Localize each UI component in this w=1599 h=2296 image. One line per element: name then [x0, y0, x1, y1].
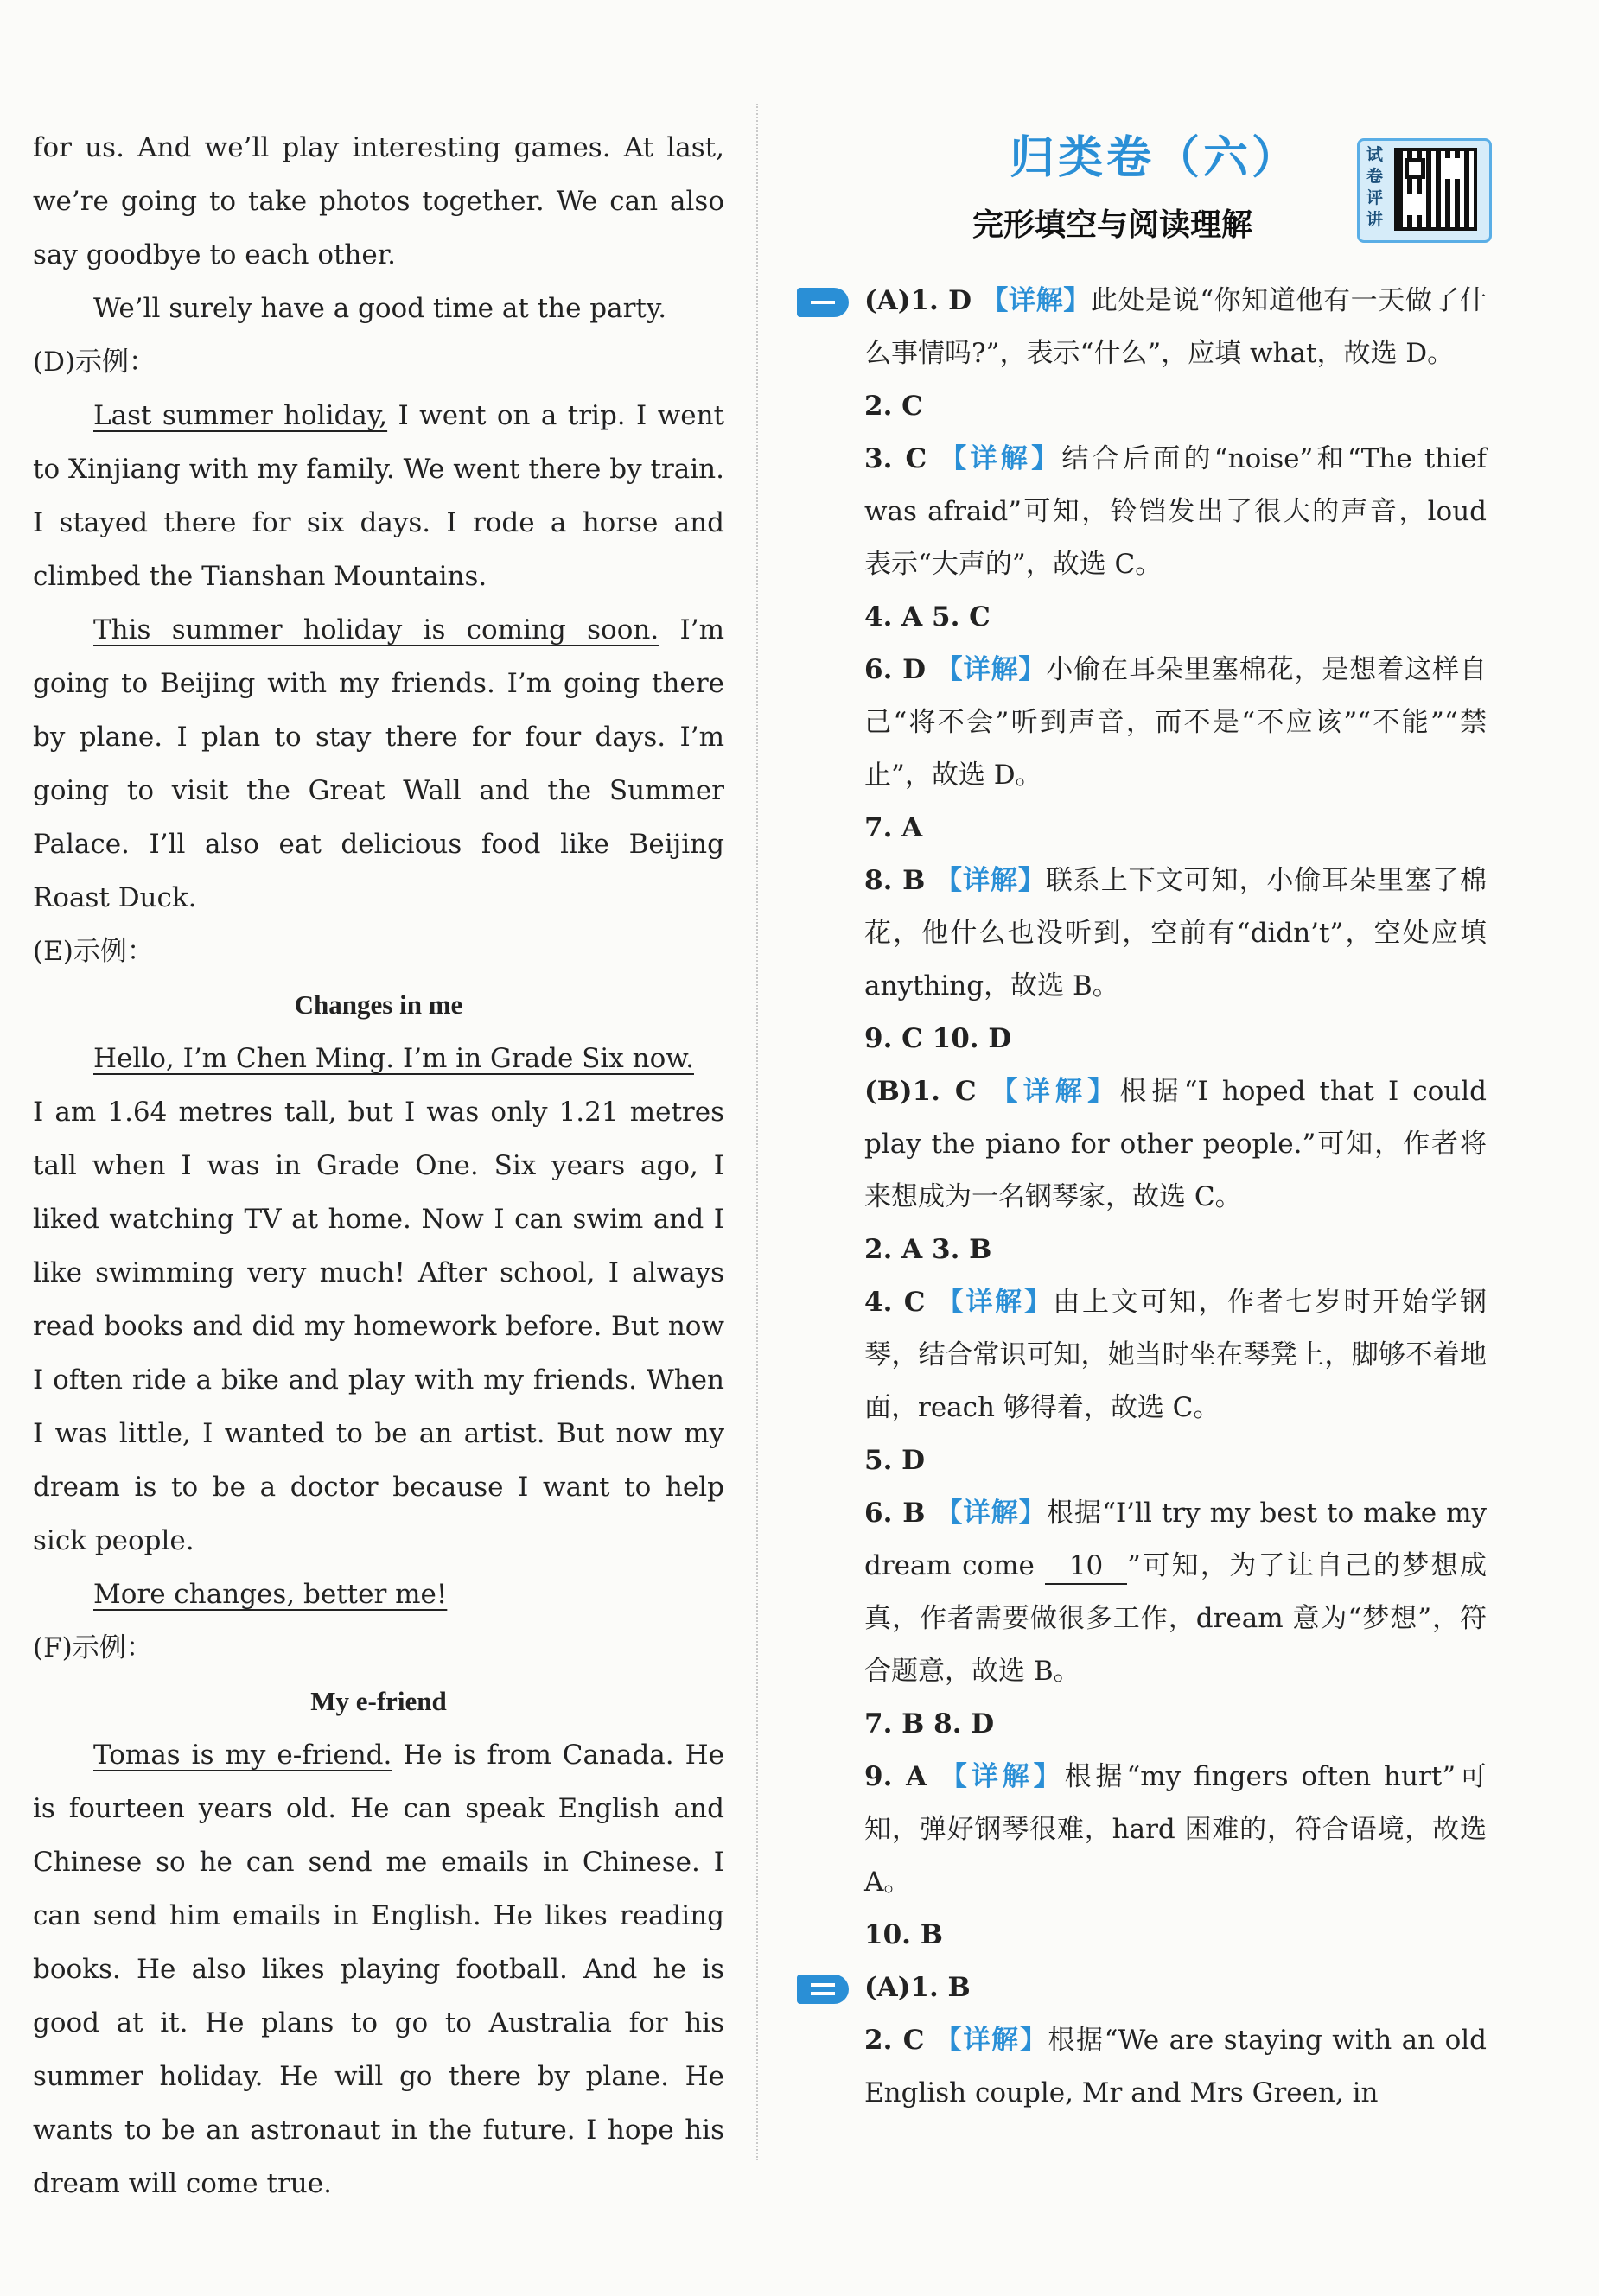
page-subtitle: 完形填空与阅读理解 — [972, 207, 1253, 243]
underlined-sentence: This summer holiday is coming soon. — [93, 614, 659, 646]
answer-explanation: 根据“my fingers often hurt”可知，弹好钢琴很难，hard 困难的，符合语境，故选 A。 — [864, 1761, 1487, 1898]
section-two-badge-icon — [797, 1975, 849, 2004]
text-paragraph — [33, 1728, 724, 2210]
answer-number: (A)1. D — [864, 285, 982, 316]
answer-number: (A)1. B — [864, 1972, 971, 2003]
answer-item: 5. D — [864, 1445, 926, 1476]
underlined-sentence: More changes, better me! — [93, 1579, 448, 1610]
qr-code-panel[interactable] — [1357, 138, 1492, 243]
text-paragraph — [33, 603, 724, 925]
sentence-text: He is from Canada. He is fourteen years old. He can speak English and Chinese so he can send me emails in Chinese. I can send him emails in English. He likes reading books. He also likes playing football. And he is good at it. He plans to go to Australia for his summer holiday. He will go there by plane. He wants to be an astronaut in the future. I hope his dream will come true. — [33, 1739, 724, 2199]
answer-item — [864, 644, 1487, 802]
detail-tag: 【详解】 — [981, 285, 1091, 316]
detail-tag: 【详解】 — [940, 1761, 1065, 1792]
essay-title: My e-friend — [310, 1686, 447, 1716]
text-paragraph: for us. And we’ll play interesting games. At last, we’re going to take photos together. We can also say goodbye to each other. — [33, 132, 724, 270]
detail-tag: 【详解】 — [935, 865, 1046, 896]
section-header — [908, 121, 1530, 251]
answer-item — [864, 1065, 1487, 1224]
detail-tag: 【详解】 — [935, 1498, 1047, 1529]
answer-item — [864, 1487, 1487, 1698]
answer-item — [864, 855, 1487, 1013]
right-column — [864, 275, 1487, 2120]
answer-number: 9. A — [864, 1761, 940, 1792]
text-paragraph — [33, 1568, 724, 1621]
answer-item — [864, 1962, 1487, 2014]
section-label-e: (E)示例： — [33, 936, 154, 967]
qr-label: 试卷评讲 — [1366, 145, 1384, 229]
detail-tag: 【详解】 — [934, 2025, 1048, 2056]
underlined-sentence: Last summer holiday, — [93, 400, 388, 431]
answer-item: 7. B 8. D — [864, 1708, 995, 1739]
answer-number: 6. D — [864, 654, 936, 685]
answer-number: (B)1. C — [864, 1076, 991, 1107]
answer-item — [864, 1751, 1487, 1909]
left-column — [33, 121, 724, 2210]
answer-item: 4. A 5. C — [864, 601, 991, 633]
detail-tag: 【详解】 — [991, 1076, 1120, 1107]
answer-item — [864, 275, 1487, 380]
answer-explanation: 根据“We are staying with an old English couple, Mr and Mrs Green, in — [864, 2025, 1488, 2108]
essay-title: Changes in me — [294, 989, 463, 1020]
detail-tag: 【详解】 — [935, 654, 1047, 685]
text-paragraph: I am 1.64 metres tall, but I was only 1.21 metres tall when I was in Grade One. Six years ago, I liked watching TV at home. Now I can swim and I like swimming very much! After school, I always read books and did my homework before. But now I often ride a bike and play with my friends. When I was little, I wanted to be an artist. But now my dream is to be a doctor because I want to help sick people. — [33, 1097, 724, 1556]
sentence-text: I’m going to Beijing with my friends. I’m going there by plane. I plan to stay there for four days. I’m going to visit the Great Wall and the Summer Palace. I’ll also eat delicious food like Beijing Roast Duck. — [33, 614, 724, 913]
answer-explanation: 根据“I hoped that I could play the piano for other people.”可知，作者将来想成为一名钢琴家，故选 C。 — [864, 1076, 1487, 1212]
answer-explanation: ”可知，为了让自己的梦想成真，作者需要做很多工作，dream 意为“梦想”，符合题意，故选 B。 — [864, 1550, 1487, 1687]
qr-code-icon — [1394, 148, 1477, 231]
answer-explanation: 此处是说“你知道他有一天做了什么事情吗?”，表示“什么”，应填 what，故选 D。 — [864, 285, 1488, 369]
answer-item: 10. B — [864, 1919, 943, 1950]
answer-explanation: 小偷在耳朵里塞棉花，是想着这样自己“将不会”听到声音，而不是“不应该”“不能”“禁止”，故选 D。 — [864, 654, 1487, 791]
answer-number: 2. C — [864, 2025, 935, 2056]
underlined-sentence: Hello, I’m Chen Ming. I’m in Grade Six now. — [93, 1043, 694, 1074]
answer-item: 2. A 3. B — [864, 1234, 992, 1265]
page-title: 归类卷（六） — [1010, 132, 1301, 184]
detail-tag: 【详解】 — [936, 1287, 1054, 1318]
answer-explanation: 联系上下文可知，小偷耳朵里塞了棉花，他什么也没听到，空前有“didn’t”，空处应填 anything，故选 B。 — [864, 865, 1488, 1002]
fill-blank: 10 — [1045, 1549, 1127, 1585]
text-paragraph — [33, 1032, 724, 1085]
section-label-d: (D)示例： — [33, 347, 156, 378]
text-paragraph: We’ll surely have a good time at the party. — [93, 293, 667, 324]
answer-explanation: 根据“I’ll try my best to make my dream come — [864, 1498, 1487, 1581]
answer-item — [864, 2014, 1487, 2120]
answer-number: 4. C — [864, 1287, 937, 1318]
answer-item — [864, 433, 1487, 591]
answer-number: 3. C — [864, 443, 940, 474]
answer-number: 6. B — [864, 1498, 936, 1529]
underlined-sentence: Tomas is my e-friend. — [93, 1739, 392, 1771]
section-label-f: (F)示例： — [33, 1632, 153, 1663]
answer-explanation: 结合后面的“noise”和“The thief was afraid”可知，铃铛发出了很大的声音，loud 表示“大声的”，故选 C。 — [864, 443, 1488, 580]
section-one-badge-icon — [797, 288, 849, 317]
text-paragraph — [33, 389, 724, 603]
answer-explanation: 由上文可知，作者七岁时开始学钢琴，结合常识可知，她当时坐在琴凳上，脚够不着地面，reach 够得着，故选 C。 — [864, 1287, 1488, 1423]
answer-number: 8. B — [864, 865, 936, 896]
column-divider — [756, 104, 758, 2160]
answer-item — [864, 1276, 1487, 1434]
detail-tag: 【详解】 — [940, 443, 1062, 474]
answer-item: 2. C — [864, 391, 923, 422]
sentence-text: I went on a trip. I went to Xinjiang with my family. We went there by train. I stayed there for six days. I rode a horse and climbed the Tianshan Mountains. — [33, 400, 725, 592]
answer-item: 9. C 10. D — [864, 1023, 1012, 1054]
answer-item: 7. A — [864, 812, 923, 843]
